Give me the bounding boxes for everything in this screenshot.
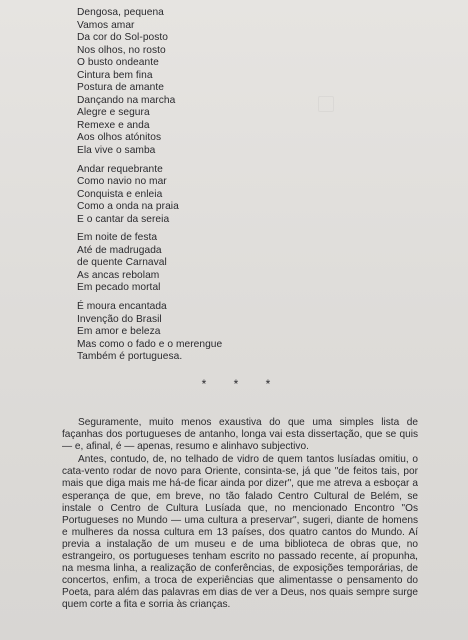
prose-paragraph: Antes, contudo, de, no telhado de vidro de quem tantos lusíadas omitiu, o cata-vento rodar de novo para Oriente, consinta-se, já que "de feitos tais, por mais que diga mais me há-de ficar ainda por dizer", que me atreva a esboçar a esperança de que, em breve, no tão falado Centro Cultural de Belém, se instale o Centro de Cultura Lusíada que, no mencionado Encontro "Os Portugueses no Mundo — uma cultura a preservar", sugeri, diante de homens e mulheres da nossa cultura em 13 países, dos quatro cantos do Mundo. Aí previa a instalação de um museu e de uma biblioteca de obras que, no estrangeiro, os portugueses tenham escrito no passado recente, aí propunha, na mesma linha, a realização de conferências, de exposições temporárias, de concertos, enfim, a troca de experiências que alimentasse o pensamento do Poeta, para além das palavras em dias de ver a Deus, nos quais sempre surge quem corte a fita e sorria às crianças. xyxy=(62,454,418,611)
verse-line: Aos olhos atónitos xyxy=(77,132,162,144)
verse-line: Mas como o fado e o merengue xyxy=(77,338,223,350)
verse-line: Andar requebrante xyxy=(77,163,163,175)
verse-line: Ela vive o samba xyxy=(77,145,156,157)
stanza xyxy=(77,301,377,364)
verse-line: Invenção do Brasil xyxy=(77,313,162,325)
verse-line: Dançando na marcha xyxy=(77,94,176,106)
verse-line: O busto ondeante xyxy=(77,57,159,69)
verse-line: Como navio no mar xyxy=(77,176,167,188)
verse-line: E o cantar da sereia xyxy=(77,213,170,225)
verse-line: de quente Carnaval xyxy=(77,257,167,269)
verse-line: Cintura bem fina xyxy=(77,69,153,81)
stanza xyxy=(77,7,377,158)
verse-line: Conquista e enleia xyxy=(77,188,163,200)
verse-line: Até de madrugada xyxy=(77,244,162,256)
stanza xyxy=(77,232,377,295)
verse-line: Como a onda na praia xyxy=(77,201,179,213)
verse-line: Em amor e beleza xyxy=(77,326,161,338)
verse-line: Nos olhos, no rosto xyxy=(77,44,166,56)
poem xyxy=(77,7,377,370)
prose-paragraph: Seguramente, muito menos exaustiva do que uma simples lista de façanhas dos portugueses de antanho, longa vai esta dissertação, que se quis — e, afinal, é — apenas, resumo e alinhavo subjectivo. xyxy=(62,417,418,453)
verse-line: Dengosa, pequena xyxy=(77,7,164,18)
section-separator: * * * xyxy=(201,377,283,391)
stanza xyxy=(77,164,377,227)
verse-line: Vamos amar xyxy=(77,19,135,31)
verse-line: Da cor do Sol-posto xyxy=(77,32,168,44)
verse-line: Remexe e anda xyxy=(77,119,150,131)
verse-line: Postura de amante xyxy=(77,82,164,94)
verse-line: Em pecado mortal xyxy=(77,282,161,294)
verse-line: Em noite de festa xyxy=(77,232,158,244)
verse-line: Também é portuguesa. xyxy=(77,351,183,363)
verse-line: Alegre e segura xyxy=(77,107,150,119)
prose-text xyxy=(62,417,418,612)
verse-line: É moura encantada xyxy=(77,301,167,313)
verse-line: As ancas rebolam xyxy=(77,269,160,281)
